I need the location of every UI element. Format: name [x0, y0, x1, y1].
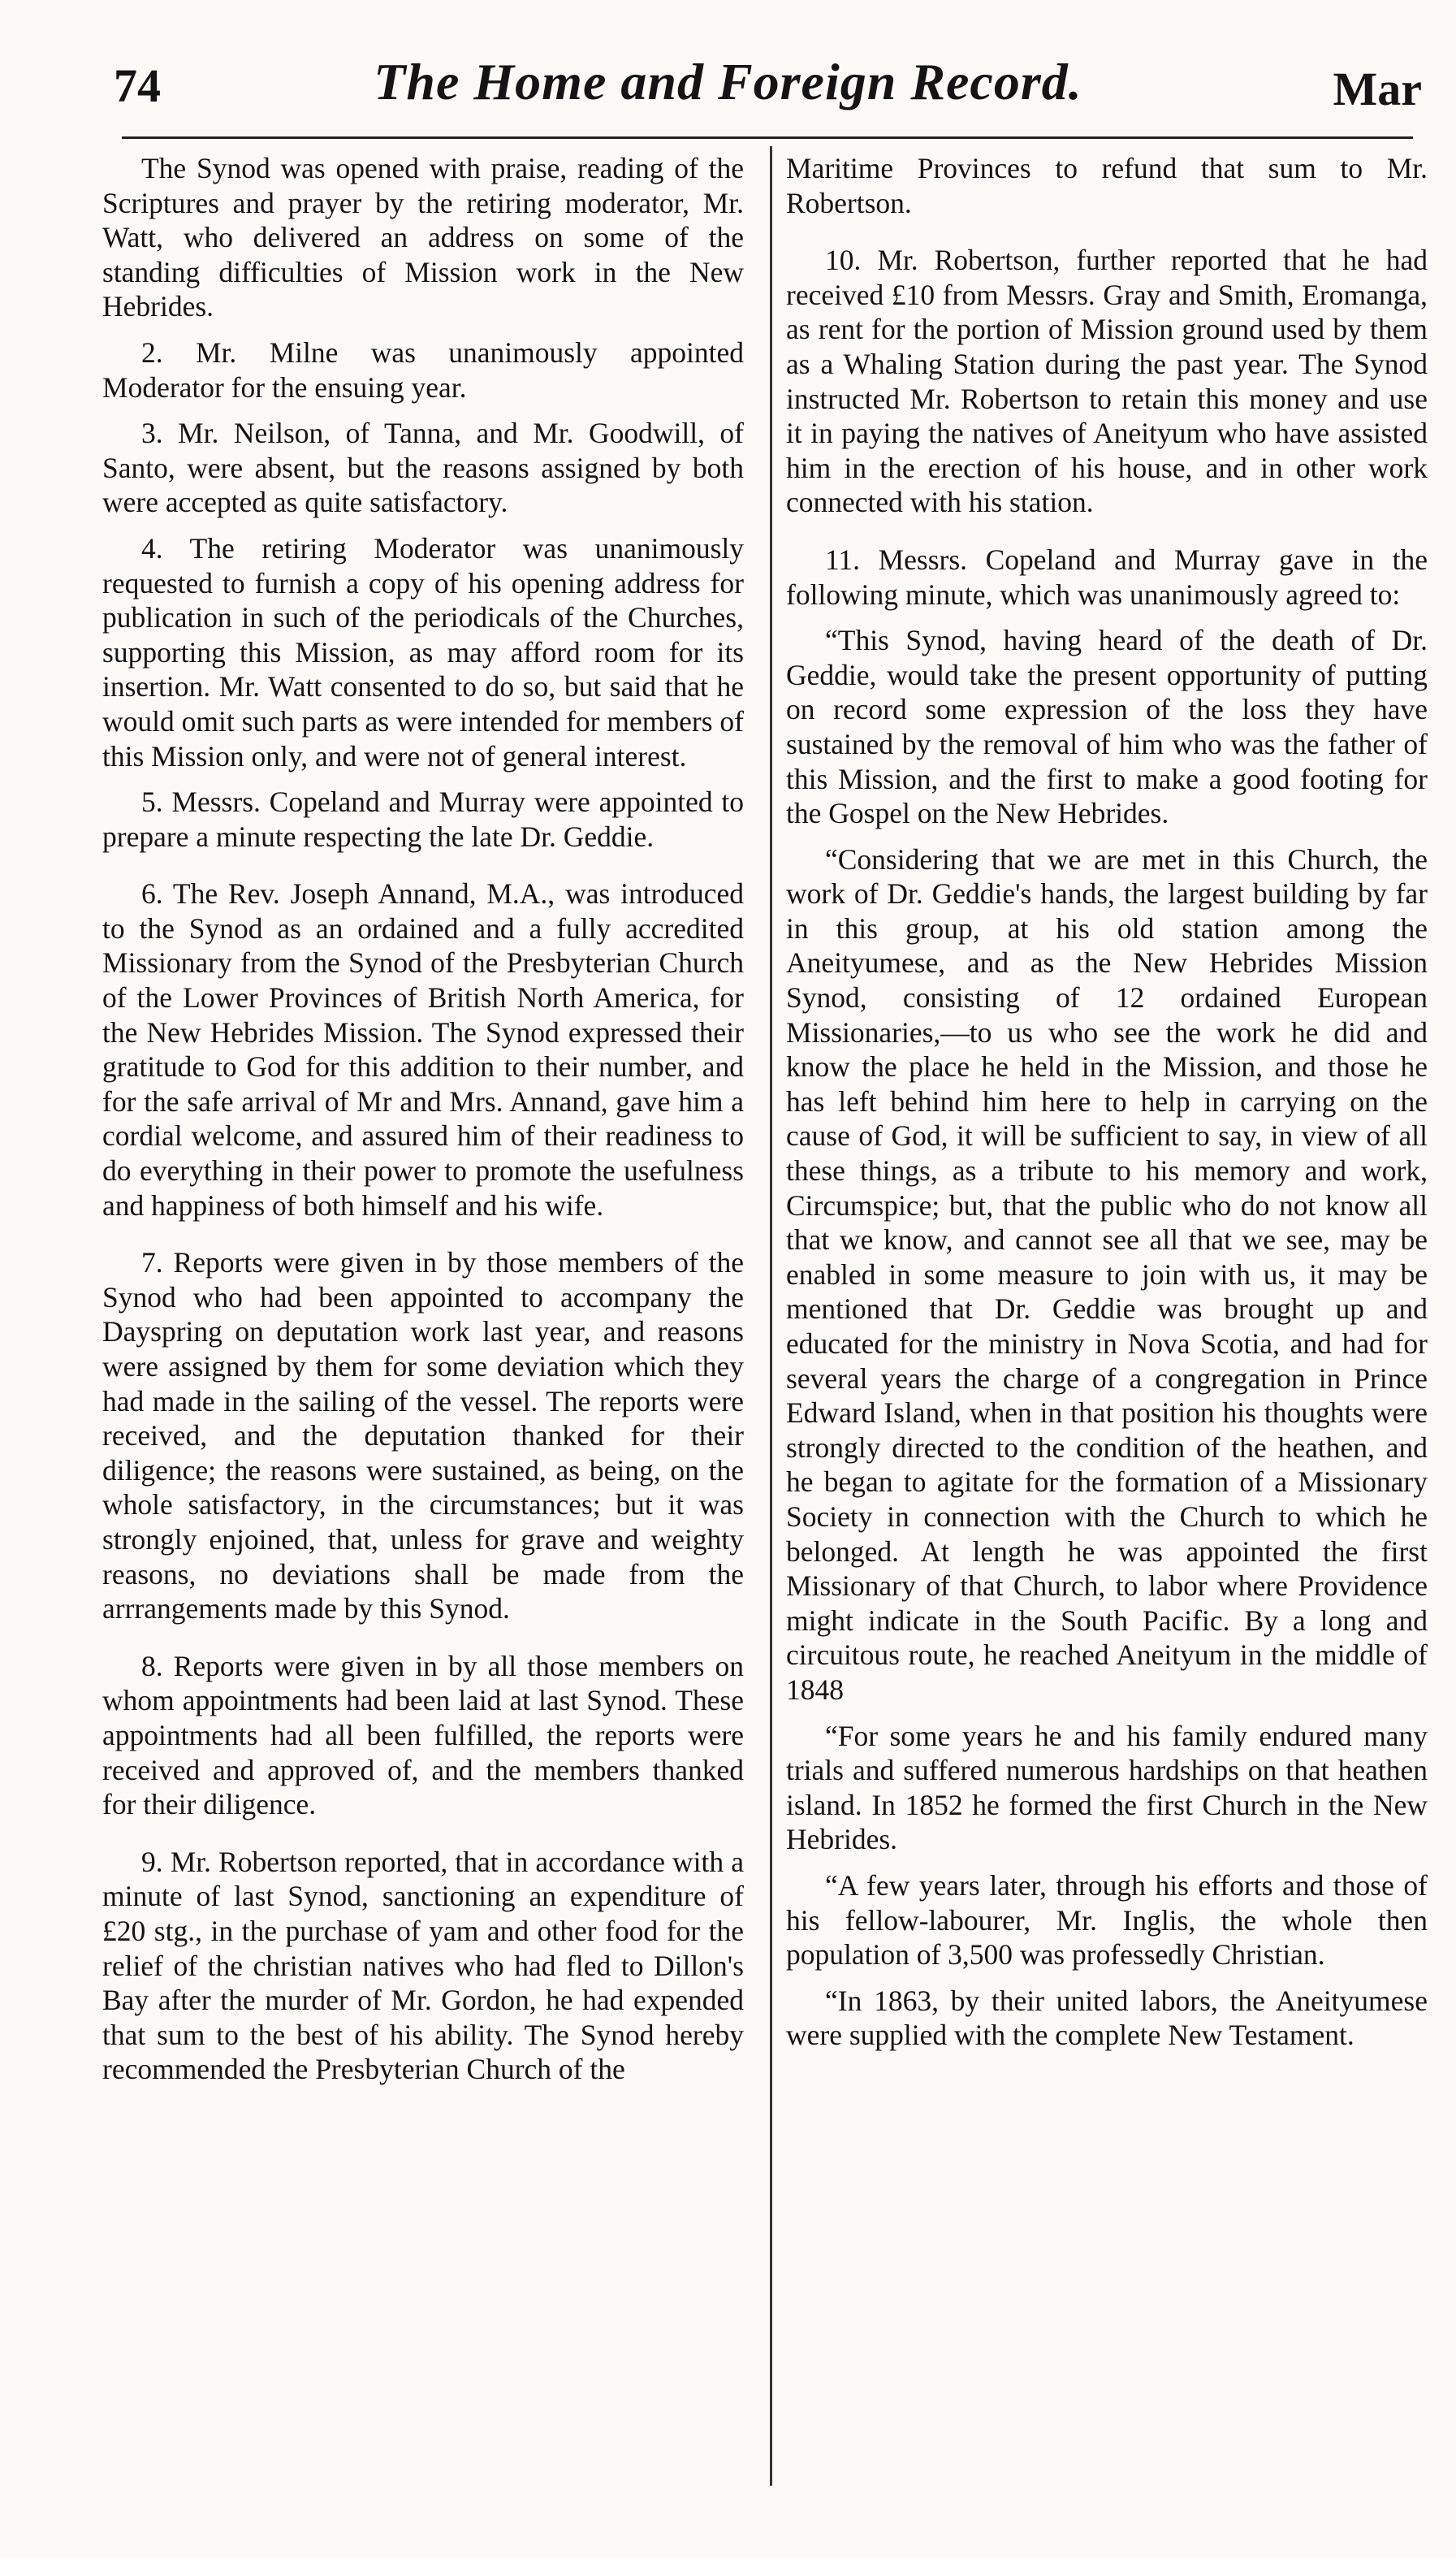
paragraph-9: 9. Mr. Robertson reported, that in accordance with a minute of last Synod, sanctioning an expenditure of £20 stg., in the purchase of yam and other food for the relief of the christian natives who had fled to Dillon's Bay after the murder of Mr. Gordon, he had expended that sum to the best of his ability. The Synod hereby recommended the Presbyterian Church of the — [102, 1845, 744, 2086]
minute-paragraph-2: “Considering that we are met in this Church, the work of Dr. Geddie's hands, the largest building by far in this group, at his old station among the Aneityumese, and as the New Hebrides Mission Synod, consisting of 12 ordained European Missionaries,—to us who see the work he did and know the place he held in the Mission, and those he has left behind him here to help in carrying on the cause of God, it will be sufficient to say, in view of all these things, as a tribute to his memory and work, Circumspice; but, that the public who do not know all that we know, and cannot see all that we see, may be enabled in some measure to join with us, it may be mentioned that Dr. Geddie was brought up and educated for the ministry in Nova Scotia, and had for several years the charge of a congregation in Prince Edward Island, when in that position his thoughts were strongly directed to the condition of the heathen, and he began to agitate for the formation of a Missionary Society in connection with the Church to which he belonged. At length he was appointed the first Missionary of that Church, to labor where Providence might indicate in the South Pacific. By a long and circuitous route, he reached Aneityum in the middle of 1848 — [786, 842, 1428, 1706]
minute-paragraph-3: “For some years he and his family endured many trials and suffered numerous hardships on that heathen island. In 1852 he formed the first Church in the New Hebrides. — [786, 1719, 1428, 1856]
running-month: Mar — [1333, 63, 1422, 115]
paragraph-9-continued: Maritime Provinces to refund that sum to Mr. Robertson. — [786, 152, 1428, 219]
page-number: 74 — [114, 59, 161, 112]
minute-paragraph-4: “A few years later, through his efforts and those of his fellow-labourer, Mr. Inglis, the whole then population of 3,500 was professedly Christian. — [786, 1868, 1428, 1972]
paragraph-2: 2. Mr. Milne was unanimously appointed Moderator for the ensuing year. — [102, 335, 744, 404]
right-column — [786, 151, 1428, 2053]
paragraph-4: 4. The retiring Moderator was unanimously requested to furnish a copy of his opening address for publication in such of the periodicals of the Churches, supporting this Mission, as may afford room for its insertion. Mr. Watt consented to do so, but said that he would omit such parts as were intended for members of this Mission only, and were not of general interest. — [102, 531, 744, 773]
header-rule — [122, 136, 1413, 139]
column-divider — [770, 146, 772, 2486]
journal-title: The Home and Foreign Record. — [374, 53, 1082, 110]
paragraph-8: 8. Reports were given in by all those members on whom appointments had been laid at last Synod. These appointments had all been fulfilled, the reports were received and approved of, and the members thanked for their diligence. — [102, 1649, 744, 1821]
paragraph-3: 3. Mr. Neilson, of Tanna, and Mr. Goodwill, of Santo, were absent, but the reasons assigned by both were accepted as quite satisfactory. — [102, 417, 744, 519]
left-column — [102, 151, 744, 2098]
minute-paragraph-5: “In 1863, by their united labors, the Aneityumese were supplied with the complete New Testament. — [786, 1984, 1428, 2052]
page-header — [0, 47, 1456, 136]
paragraph-5: 5. Messrs. Copeland and Murray were appointed to prepare a minute respecting the late Dr. Geddie. — [102, 786, 744, 853]
paragraph-opening: The Synod was opened with praise, reading of the Scriptures and prayer by the retiring moderator, Mr. Watt, who delivered an address on some of the standing difficulties of Mission work in the New Hebrides. — [102, 152, 744, 323]
paragraph-10: 10. Mr. Robertson, further reported that he had received £10 from Messrs. Gray and Smith, Eromanga, as rent for the portion of Mission ground used by them as a Whaling Station during the past year. The Synod instructed Mr. Robertson to retain this money and use it in paying the natives of Aneityum who have assisted him in the erection of his house, and in other work connected with his station. — [786, 244, 1428, 519]
paragraph-6: 6. The Rev. Joseph Annand, M.A., was introduced to the Synod as an ordained and a fully accredited Missionary from the Synod of the Presbyterian Church of the Lower Provinces of British North America, for the New Hebrides Mission. The Synod expressed their gratitude to God for this addition to their number, and for the safe arrival of Mr and Mrs. Annand, gave him a cordial welcome, and assured him of their readiness to do everything in their power to promote the usefulness and happiness of both himself and his wife. — [102, 877, 744, 1222]
paragraph-11: 11. Messrs. Copeland and Murray gave in the following minute, which was unanimously agreed to: — [786, 543, 1428, 611]
paragraph-7: 7. Reports were given in by those members of the Synod who had been appointed to accompany the Dayspring on deputation work last year, and reasons were assigned by them for some deviation which they had made in the sailing of the vessel. The reports were received, and the deputation thanked for their diligence; the reasons were sustained, as being, on the whole satisfactory, in the circumstances; but it was strongly enjoined, that, unless for grave and weighty reasons, no deviations shall be made from the arrrangements made by this Synod. — [102, 1246, 744, 1625]
minute-paragraph-1: “This Synod, having heard of the death of Dr. Geddie, would take the present opportunity of putting on record some expression of the loss they have sustained by the removal of him who was the father of this Mission, and the first to make a good footing for the Gospel on the New Hebrides. — [786, 624, 1428, 830]
